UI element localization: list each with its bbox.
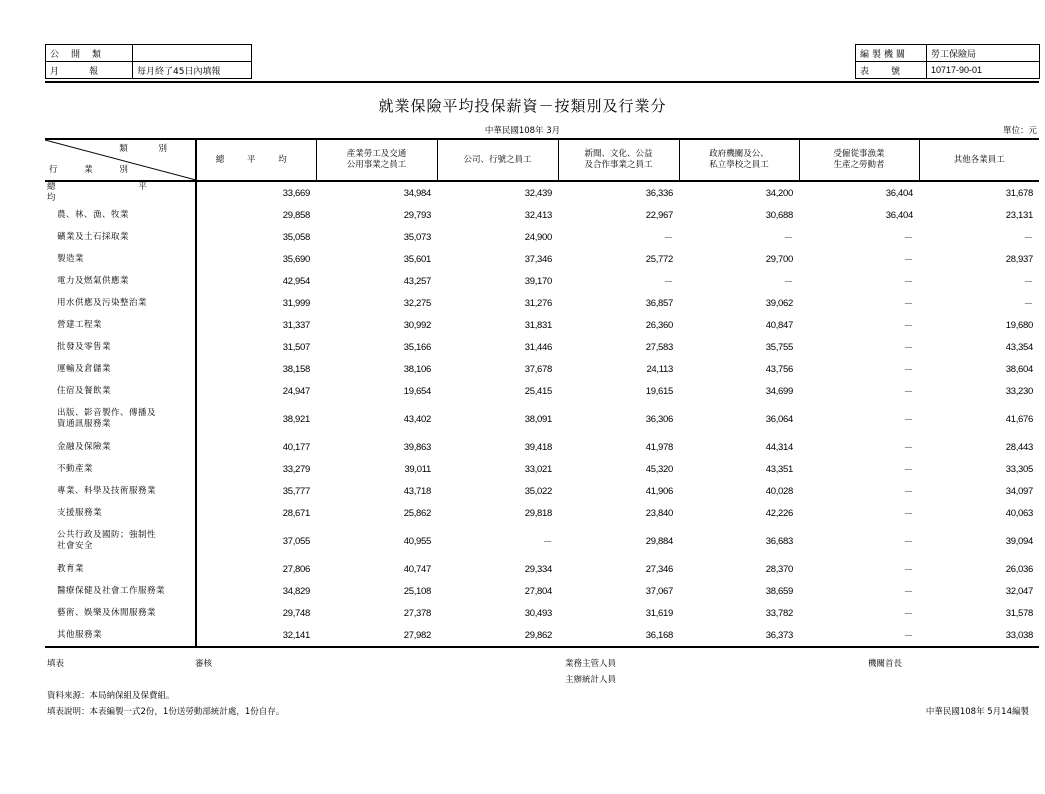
value-cell: 35,601 <box>403 253 431 265</box>
value-cell: 40,847 <box>765 319 793 331</box>
value-cell: 35,166 <box>403 341 431 353</box>
value-cell: － <box>1023 277 1033 288</box>
header-label: 公開類 <box>46 45 133 62</box>
value-cell: 33,021 <box>524 463 552 475</box>
value-cell: 39,418 <box>524 441 552 453</box>
value-cell: 30,992 <box>403 319 431 331</box>
industry-name: 專業、科學及技術服務業 <box>45 480 196 502</box>
value-cell: 40,063 <box>1005 507 1033 519</box>
value-cell: 31,337 <box>282 319 310 331</box>
value-cell: － <box>663 277 673 288</box>
table-row <box>45 602 1039 624</box>
value-cell: 35,755 <box>765 341 793 353</box>
value-cell: 32,413 <box>524 209 552 221</box>
value-cell: － <box>783 277 793 288</box>
value-cell: 29,748 <box>282 607 310 619</box>
value-cell: 19,680 <box>1005 319 1033 331</box>
value-cell: 36,404 <box>885 187 913 199</box>
industry-name: 電力及燃氣供應業 <box>45 270 196 292</box>
value-cell: 31,619 <box>645 607 673 619</box>
column-header: 總 平 均 <box>196 139 316 181</box>
value-cell: － <box>903 565 913 576</box>
industry-name: 金融及保險業 <box>45 436 196 458</box>
header-value: 勞工保險局 <box>927 45 1040 62</box>
value-cell: 31,999 <box>282 297 310 309</box>
industry-name: 支援服務業 <box>45 502 196 524</box>
value-cell: 23,840 <box>645 507 673 519</box>
value-cell: 42,954 <box>282 275 310 287</box>
value-cell: 19,615 <box>645 385 673 397</box>
value-cell: 27,806 <box>282 563 310 575</box>
value-cell: 38,921 <box>282 413 310 425</box>
value-cell: 39,170 <box>524 275 552 287</box>
value-cell: 30,688 <box>765 209 793 221</box>
value-cell: 39,094 <box>1005 535 1033 547</box>
industry-name: 運輸及倉儲業 <box>45 358 196 380</box>
industry-name: 出版、影音製作、傳播及 資通訊服務業 <box>45 402 196 436</box>
value-cell: 25,862 <box>403 507 431 519</box>
value-cell: 31,507 <box>282 341 310 353</box>
value-cell: － <box>903 299 913 310</box>
value-cell: 35,058 <box>282 231 310 243</box>
value-cell: 29,862 <box>437 624 558 647</box>
data-table <box>45 138 1039 648</box>
value-cell: 36,168 <box>558 624 679 647</box>
industry-name: 總 平 均 <box>45 181 196 204</box>
value-cell: 36,336 <box>645 187 673 199</box>
table-row <box>45 380 1039 402</box>
value-cell: 43,402 <box>403 413 431 425</box>
value-cell: 38,659 <box>765 585 793 597</box>
value-cell: 23,131 <box>1005 209 1033 221</box>
value-cell: 35,073 <box>403 231 431 243</box>
signature-supervisor: 業務主管人員 <box>565 659 617 669</box>
table-row <box>45 502 1039 524</box>
value-cell: 36,306 <box>645 413 673 425</box>
value-cell: 41,978 <box>645 441 673 453</box>
value-cell: 43,257 <box>403 275 431 287</box>
industry-name: 不動產業 <box>45 458 196 480</box>
value-cell: 24,947 <box>282 385 310 397</box>
signature-reviewer: 審核 <box>195 659 213 669</box>
table-row <box>45 458 1039 480</box>
value-cell: 27,378 <box>403 607 431 619</box>
value-cell: 25,415 <box>524 385 552 397</box>
value-cell: － <box>903 443 913 454</box>
industry-name: 其他服務業 <box>45 624 196 647</box>
table-row <box>45 480 1039 502</box>
value-cell: 34,200 <box>765 187 793 199</box>
value-cell: 32,275 <box>403 297 431 309</box>
table-row <box>45 314 1039 336</box>
value-cell: 31,831 <box>524 319 552 331</box>
value-cell: 36,064 <box>765 413 793 425</box>
unit-label: 單位：元 <box>1002 126 1037 136</box>
value-cell: 39,062 <box>765 297 793 309</box>
column-header: 產業勞工及交通 公用事業之員工 <box>316 139 437 181</box>
value-cell: 33,669 <box>282 187 310 199</box>
value-cell: 29,818 <box>524 507 552 519</box>
value-cell: 37,678 <box>524 363 552 375</box>
table-row <box>45 226 1039 248</box>
industry-name: 藝術、娛樂及休閒服務業 <box>45 602 196 624</box>
signature-filler: 填表 <box>47 659 65 669</box>
value-cell: 27,346 <box>645 563 673 575</box>
value-cell: 31,276 <box>524 297 552 309</box>
table-row <box>45 204 1039 226</box>
value-cell: － <box>663 233 673 244</box>
value-cell: 38,106 <box>403 363 431 375</box>
value-cell: 29,700 <box>765 253 793 265</box>
corner-header <box>45 139 196 181</box>
value-cell: 31,446 <box>524 341 552 353</box>
industry-name: 製造業 <box>45 248 196 270</box>
value-cell: 30,493 <box>524 607 552 619</box>
data-source-note: 資料來源：本局納保組及保費組。 <box>47 691 175 701</box>
value-cell: 28,937 <box>1005 253 1033 265</box>
table-row <box>45 292 1039 314</box>
header-label: 編製機關 <box>856 45 927 62</box>
signature-statistician: 主辦統計人員 <box>565 675 617 685</box>
value-cell: 36,404 <box>885 209 913 221</box>
value-cell: － <box>903 343 913 354</box>
value-cell: － <box>903 609 913 620</box>
industry-name: 醫療保健及社會工作服務業 <box>45 580 196 602</box>
value-cell: － <box>799 624 919 647</box>
value-cell: 31,678 <box>1005 187 1033 199</box>
value-cell: 26,036 <box>1005 563 1033 575</box>
value-cell: － <box>1023 233 1033 244</box>
column-header: 其他各業員工 <box>919 139 1039 181</box>
report-period: 中華民國108年 3月 <box>484 126 561 136</box>
header-value: 每月終了45日內填報 <box>133 62 252 79</box>
value-cell: 29,334 <box>524 563 552 575</box>
corner-top-label: 類 別 <box>119 144 181 154</box>
value-cell: 40,177 <box>282 441 310 453</box>
table-row <box>45 402 1039 436</box>
column-header: 受僱從事漁業 生產之勞動者 <box>799 139 919 181</box>
value-cell: － <box>542 537 552 548</box>
table-row <box>45 270 1039 292</box>
value-cell: 36,857 <box>645 297 673 309</box>
value-cell: 33,782 <box>765 607 793 619</box>
header-label: 表號 <box>856 62 927 79</box>
table-row <box>45 181 1039 204</box>
value-cell: 45,320 <box>645 463 673 475</box>
value-cell: 36,683 <box>765 535 793 547</box>
page-title: 就業保險平均投保薪資－按類別及行業分 <box>378 97 667 115</box>
value-cell: － <box>903 587 913 598</box>
value-cell: 37,067 <box>645 585 673 597</box>
table-row <box>45 580 1039 602</box>
value-cell: 38,091 <box>524 413 552 425</box>
value-cell: 43,756 <box>765 363 793 375</box>
value-cell: 40,028 <box>765 485 793 497</box>
value-cell: － <box>903 233 913 244</box>
value-cell: － <box>903 415 913 426</box>
value-cell: 26,360 <box>645 319 673 331</box>
value-cell: 37,346 <box>524 253 552 265</box>
value-cell: 44,314 <box>765 441 793 453</box>
value-cell: 41,906 <box>645 485 673 497</box>
industry-name: 公共行政及國防；強制性 社會安全 <box>45 524 196 558</box>
value-cell: 33,305 <box>1005 463 1033 475</box>
value-cell: 33,279 <box>282 463 310 475</box>
value-cell: 25,108 <box>403 585 431 597</box>
value-cell: 39,863 <box>403 441 431 453</box>
table-row <box>45 336 1039 358</box>
value-cell: 32,047 <box>1005 585 1033 597</box>
table-row <box>45 436 1039 458</box>
value-cell: － <box>903 277 913 288</box>
table-row <box>45 558 1039 580</box>
value-cell: 37,055 <box>282 535 310 547</box>
value-cell: 42,226 <box>765 507 793 519</box>
header-divider <box>45 81 1039 83</box>
value-cell: 27,583 <box>645 341 673 353</box>
header-label: 月報 <box>46 62 133 79</box>
value-cell: 43,354 <box>1005 341 1033 353</box>
column-header: 新聞、文化、公益 及合作事業之員工 <box>558 139 679 181</box>
compiled-date: 中華民國108年 5月14編製 <box>925 707 1029 717</box>
value-cell: － <box>903 365 913 376</box>
value-cell: － <box>783 233 793 244</box>
column-header: 政府機關及公、 私立學校之員工 <box>679 139 799 181</box>
value-cell: － <box>903 255 913 266</box>
industry-name: 住宿及餐飲業 <box>45 380 196 402</box>
fill-explanation-note: 填表說明：本表編製一式2份，1份送勞動部統計處，1份自存。 <box>47 707 285 717</box>
value-cell: 43,351 <box>765 463 793 475</box>
value-cell: 40,747 <box>403 563 431 575</box>
value-cell: 35,022 <box>524 485 552 497</box>
industry-name: 教育業 <box>45 558 196 580</box>
value-cell: － <box>903 537 913 548</box>
table-row <box>45 358 1039 380</box>
value-cell: 31,578 <box>1005 607 1033 619</box>
value-cell: 35,690 <box>282 253 310 265</box>
table-header-row <box>45 139 1039 181</box>
value-cell: 33,038 <box>919 624 1039 647</box>
corner-bottom-label: 行 業 別 <box>49 165 140 175</box>
agency-info-box <box>855 44 1040 79</box>
header-value: 10717-90-01 <box>927 62 1040 79</box>
value-cell: 34,097 <box>1005 485 1033 497</box>
value-cell: 41,676 <box>1005 413 1033 425</box>
value-cell: 19,654 <box>403 385 431 397</box>
value-cell: 25,772 <box>645 253 673 265</box>
value-cell: 32,141 <box>196 624 316 647</box>
value-cell: 34,984 <box>403 187 431 199</box>
value-cell: － <box>903 509 913 520</box>
value-cell: 39,011 <box>404 463 431 475</box>
value-cell: 36,373 <box>679 624 799 647</box>
value-cell: 29,793 <box>403 209 431 221</box>
table-row <box>45 624 1039 647</box>
signature-head: 機關首長 <box>868 659 903 669</box>
value-cell: 34,829 <box>282 585 310 597</box>
value-cell: 29,884 <box>645 535 673 547</box>
value-cell: 22,967 <box>645 209 673 221</box>
table-row <box>45 524 1039 558</box>
report-info-box <box>45 44 252 79</box>
value-cell: 38,604 <box>1005 363 1033 375</box>
industry-name: 農、林、漁、牧業 <box>45 204 196 226</box>
value-cell: － <box>1023 299 1033 310</box>
value-cell: 27,804 <box>524 585 552 597</box>
value-cell: 24,900 <box>524 231 552 243</box>
value-cell: － <box>903 387 913 398</box>
value-cell: 38,158 <box>282 363 310 375</box>
value-cell: － <box>903 321 913 332</box>
value-cell: 28,443 <box>1005 441 1033 453</box>
value-cell: 40,955 <box>403 535 431 547</box>
value-cell: 27,982 <box>316 624 437 647</box>
value-cell: 32,439 <box>524 187 552 199</box>
table-row <box>45 248 1039 270</box>
header-value <box>133 45 252 62</box>
column-header: 公司、行號之員工 <box>437 139 558 181</box>
value-cell: 43,718 <box>403 485 431 497</box>
industry-name: 礦業及土石採取業 <box>45 226 196 248</box>
industry-name: 批發及零售業 <box>45 336 196 358</box>
value-cell: 28,370 <box>765 563 793 575</box>
industry-name: 用水供應及污染整治業 <box>45 292 196 314</box>
value-cell: 34,699 <box>765 385 793 397</box>
value-cell: 28,671 <box>282 507 310 519</box>
industry-name: 營建工程業 <box>45 314 196 336</box>
value-cell: 24,113 <box>646 363 673 375</box>
value-cell: － <box>903 487 913 498</box>
value-cell: 29,858 <box>282 209 310 221</box>
value-cell: 35,777 <box>282 485 310 497</box>
value-cell: － <box>903 465 913 476</box>
value-cell: 33,230 <box>1005 385 1033 397</box>
